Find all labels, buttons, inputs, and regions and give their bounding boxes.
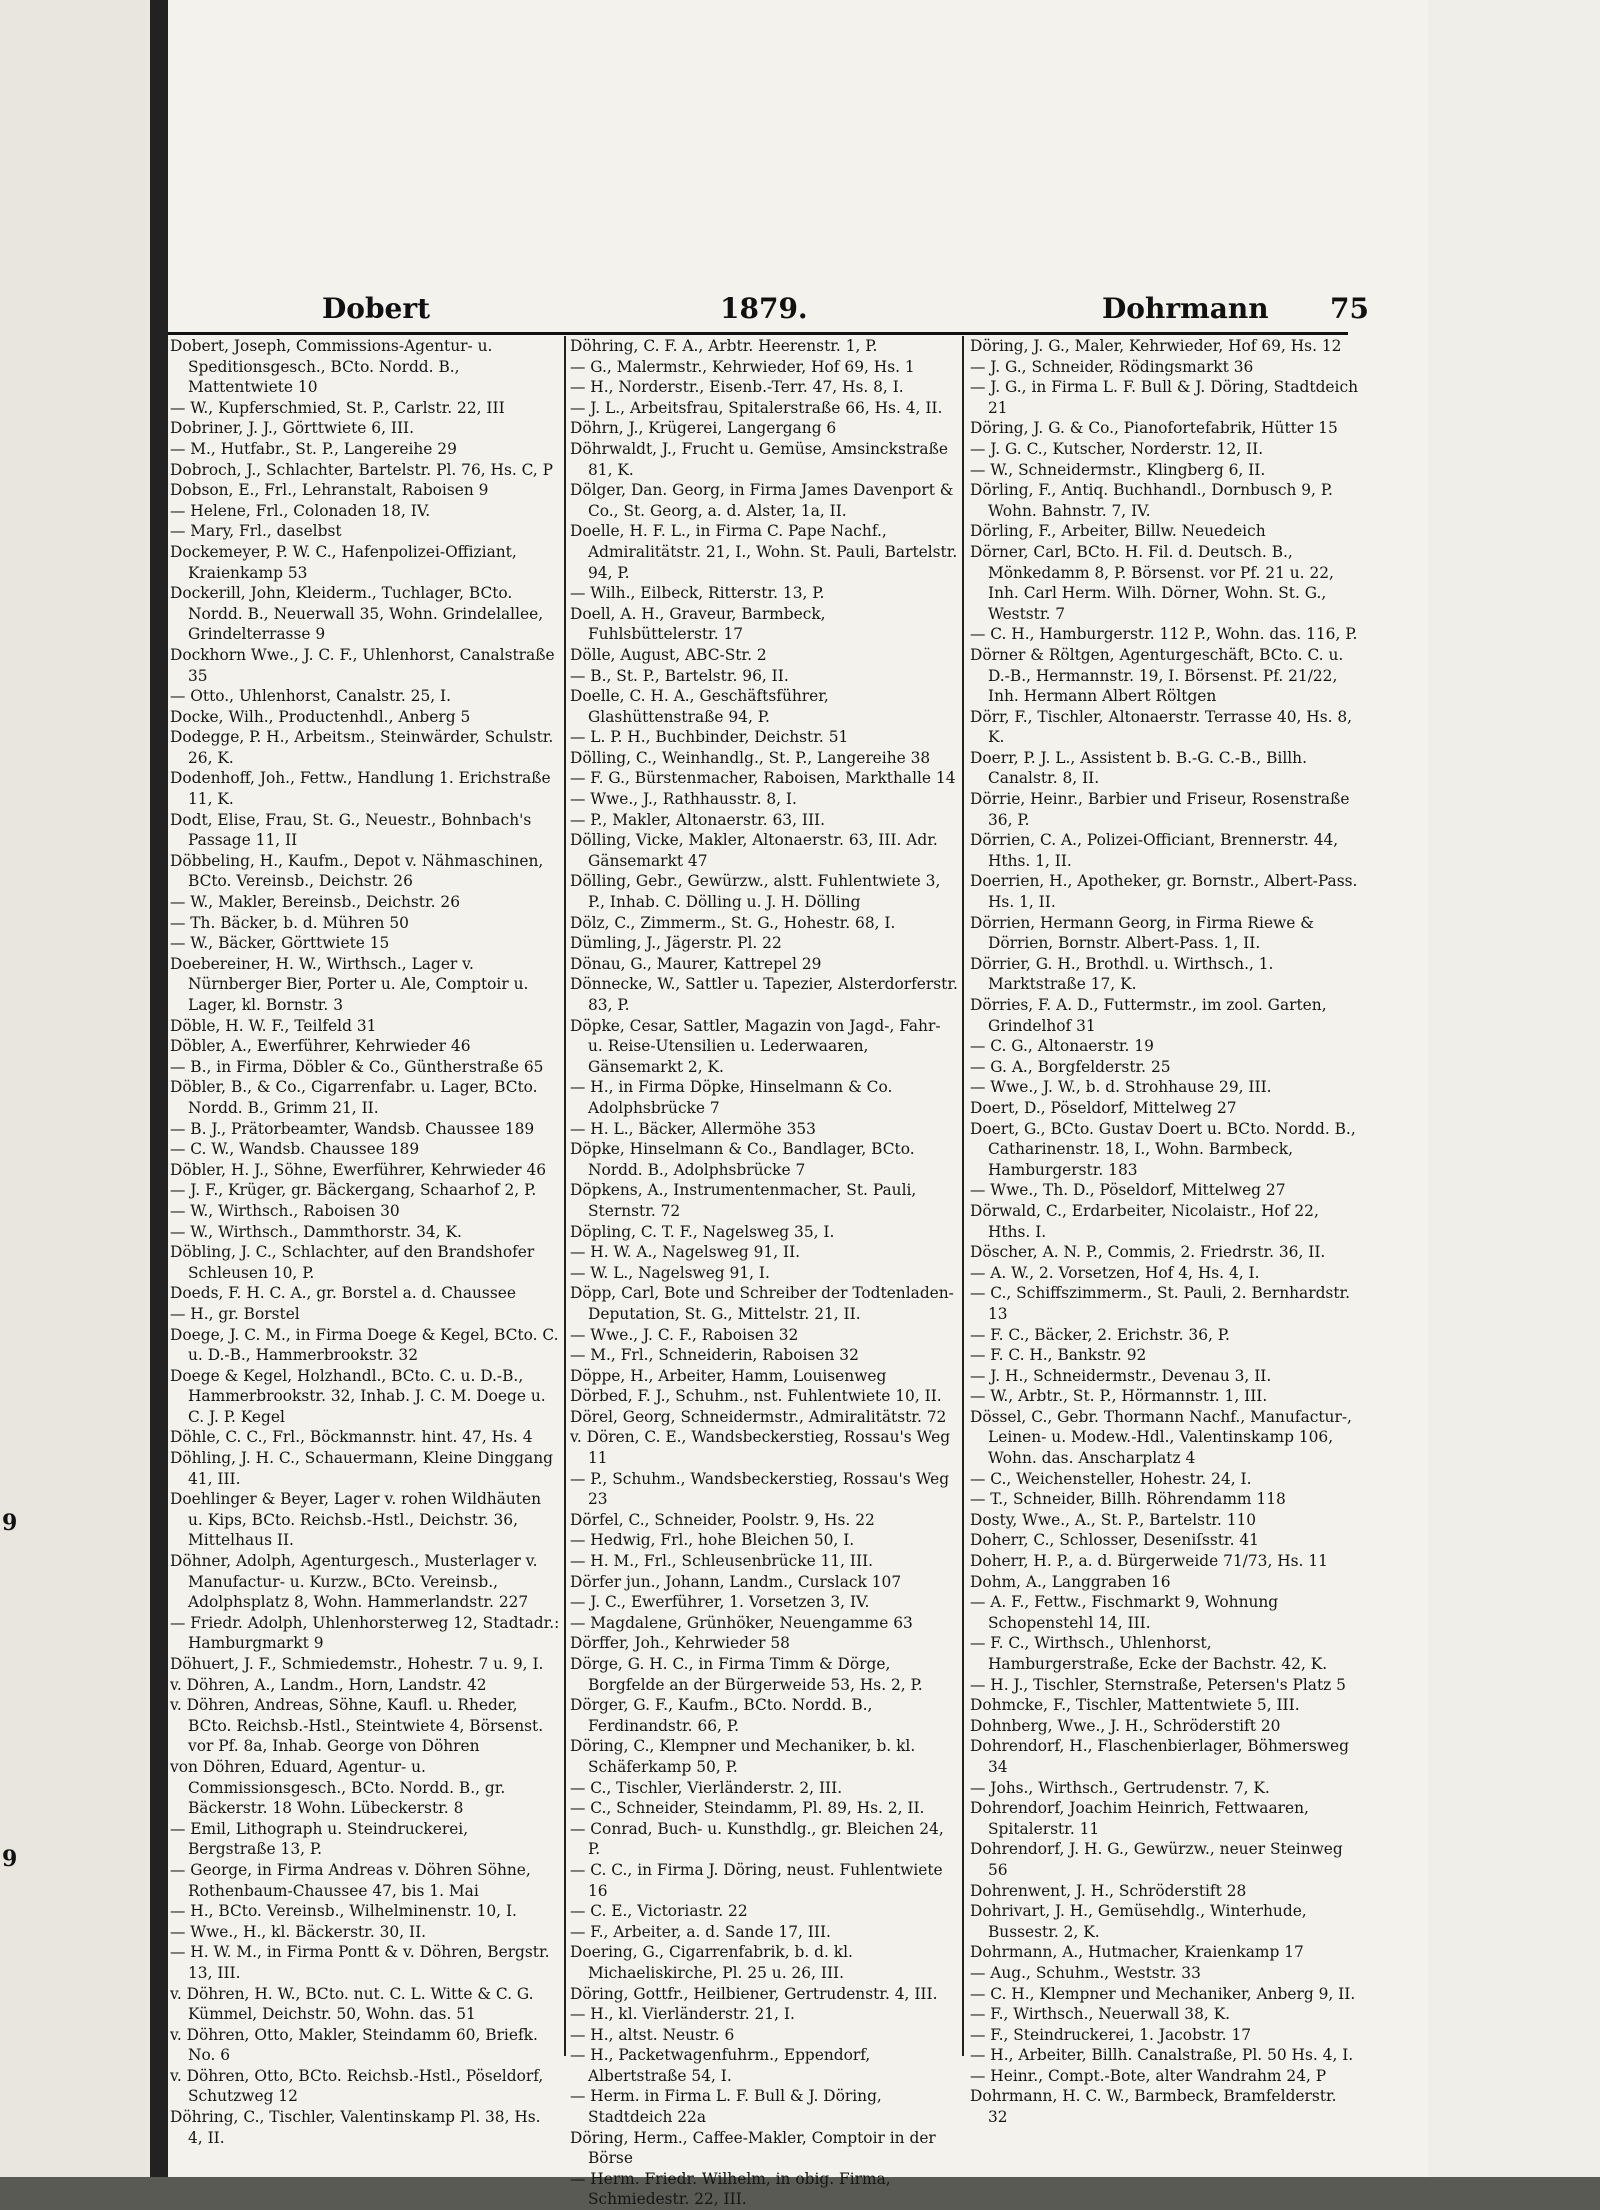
directory-entry: Dohm, A., Langgraben 16 — [970, 1572, 1171, 1591]
header-right-catchword: Dohrmann — [1102, 292, 1269, 325]
directory-entry: Docke, Wilh., Productenhdl., Anberg 5 — [170, 707, 471, 726]
directory-entry: Dobert, Joseph, Commissions-Agentur- u. Speditionsgesch., BCto. Nordd. B., Mattentwiete 10 — [170, 337, 493, 397]
directory-entry: Döpke, Hinselmann & Co., Bandlager, BCto. Nordd. B., Adolphsbrücke 7 — [570, 1140, 915, 1179]
directory-entry: Döbler, H. J., Söhne, Ewerführer, Kehrwieder 46 — [170, 1160, 547, 1179]
directory-entry: Doerr, P. J. L., Assistent b. B.-G. C.-B., Billh. Canalstr. 8, II. — [970, 748, 1307, 788]
directory-entry: — C. E., Victoriastr. 22 — [570, 1902, 748, 1921]
directory-entry: — T., Schneider, Billh. Röhrendamm 118 — [970, 1490, 1286, 1509]
directory-entry: v. Döhren, A., Landm., Horn, Landstr. 42 — [170, 1675, 487, 1694]
directory-entry: — P., Makler, Altonaerstr. 63, III. — [570, 810, 826, 829]
directory-entry: Dörr, F., Tischler, Altonaerstr. Terrasse 40, Hs. 8, K. — [970, 707, 1353, 747]
directory-entry: — F. C., Wirthsch., Uhlenhorst, Hamburgerstraße, Ecke der Bachstr. 42, K. — [970, 1634, 1328, 1673]
directory-entry: Dölling, Vicke, Makler, Altonaerstr. 63, III. Adr. Gänsemarkt 47 — [570, 831, 938, 870]
directory-entry: Dodegge, P. H., Arbeitsm., Steinwärder, Schulstr. 26, K. — [170, 728, 554, 767]
directory-entry: Doelle, H. F. L., in Firma C. Pape Nachf., Admiralitätstr. 21, I., Wohn. St. Pauli, Bartelstr. 94, P. — [570, 522, 958, 582]
directory-entry: — Wwe., J., Rathhausstr. 8, I. — [570, 790, 797, 809]
page-number: 75 — [1330, 292, 1369, 325]
directory-entry: — Hedwig, Frl., hohe Bleichen 50, I. — [570, 1531, 855, 1550]
directory-entry: Döhring, C. F. A., Arbtr. Heerenstr. 1, P. — [570, 337, 878, 355]
directory-entry: Dörrie, Heinr., Barbier und Friseur, Rosenstraße 36, P. — [970, 790, 1350, 829]
directory-entry: Doering, G., Cigarrenfabrik, b. d. kl. Michaeliskirche, Pl. 25 u. 26, III. — [570, 1943, 853, 1982]
directory-entry: — H., Packetwagenfuhrm., Eppendorf, Albertstraße 54, I. — [570, 2046, 871, 2085]
header-year: 1879. — [720, 292, 808, 325]
directory-entry: Dörrier, G. H., Brothdl. u. Wirthsch., 1. Marktstraße 17, K. — [970, 954, 1274, 994]
directory-entry: — H. M., Frl., Schleusenbrücke 11, III. — [570, 1552, 874, 1571]
column-divider — [564, 336, 566, 2056]
directory-entry: Dockhorn Wwe., J. C. F., Uhlenhorst, Canalstraße 35 — [170, 645, 555, 685]
directory-entry: Doert, D., Pöseldorf, Mittelweg 27 — [970, 1098, 1237, 1117]
directory-entry: — F., Steindruckerei, 1. Jacobstr. 17 — [970, 2025, 1252, 2044]
directory-entry: — Mary, Frl., daselbst — [170, 522, 342, 541]
directory-entry: — C., Weichensteller, Hohestr. 24, I. — [970, 1469, 1252, 1488]
directory-entry: Dörner, Carl, BCto. H. Fil. d. Deutsch. B., Mönkedamm 8, P. Börsenst. vor Pf. 21 u. 22, Inh. Carl Herm. Wilh. Dörner, Wohn. St. G., Weststr. 7 — [970, 542, 1334, 623]
directory-entry: — W., Schneidermstr., Klingberg 6, II. — [970, 460, 1266, 479]
directory-entry: Dodenhoff, Joh., Fettw., Handlung 1. Erichstraße 11, K. — [170, 769, 551, 809]
left-margin-marks — [0, 0, 40, 2177]
directory-entry: — C. H., Klempner und Mechaniker, Anberg 9, II. — [970, 1984, 1356, 2003]
directory-entry: Dörling, F., Arbeiter, Billw. Neuedeich — [970, 522, 1266, 541]
directory-entry: — J. G. C., Kutscher, Norderstr. 12, II. — [970, 439, 1264, 458]
directory-entry: — F. C., Bäcker, 2. Erichstr. 36, P. — [970, 1325, 1230, 1344]
directory-entry: Döhrwaldt, J., Frucht u. Gemüse, Amsinckstraße 81, K. — [570, 439, 948, 479]
directory-entry: — B. J., Prätorbeamter, Wandsb. Chaussee 189 — [170, 1119, 535, 1138]
directory-entry: — W., Arbtr., St. P., Hörmannstr. 1, III. — [970, 1387, 1268, 1406]
directory-entry: Döhrn, J., Krügerei, Langergang 6 — [570, 419, 837, 438]
directory-entry: Dörge, G. H. C., in Firma Timm & Dörge, Borgfelde an der Bürgerweide 53, Hs. 2, P. — [570, 1655, 923, 1694]
directory-entry: Dörries, F. A. D., Futtermstr., im zool. Garten, Grindelhof 31 — [970, 996, 1327, 1035]
directory-entry: Döhle, C. C., Frl., Böckmannstr. hint. 47, Hs. 4 — [170, 1428, 533, 1447]
directory-entry: — Friedr. Adolph, Uhlenhorsterweg 12, Stadtadr.: Hamburgmarkt 9 — [170, 1613, 560, 1653]
directory-entry: Dohrivart, J. H., Gemüsehdlg., Winterhude, Bussestr. 2, K. — [970, 1902, 1307, 1941]
directory-entry: — W., Wirthsch., Raboisen 30 — [170, 1201, 400, 1220]
directory-entry: — W., Wirthsch., Dammthorstr. 34, K. — [170, 1222, 462, 1241]
directory-entry: — M., Frl., Schneiderin, Raboisen 32 — [570, 1346, 859, 1365]
directory-entry: — C. G., Altonaerstr. 19 — [970, 1037, 1154, 1056]
directory-entry: Döbbeling, H., Kaufm., Depot v. Nähmaschinen, BCto. Vereinsb., Deichstr. 26 — [170, 851, 544, 891]
directory-entry: — Wwe., H., kl. Bäckerstr. 30, II. — [170, 1922, 427, 1941]
directory-entry: Dodt, Elise, Frau, St. G., Neuestr., Bohnbach's Passage 11, II — [170, 810, 532, 850]
directory-entry: — Helene, Frl., Colonaden 18, IV. — [170, 501, 431, 520]
directory-entry: Döring, Herm., Caffee-Makler, Comptoir in der Börse — [570, 2128, 936, 2168]
directory-entry: — Wwe., J. W., b. d. Strohhause 29, III. — [970, 1078, 1272, 1097]
directory-entry: Döpp, Carl, Bote und Schreiber der Todtenladen-Deputation, St. G., Mittelstr. 21, II. — [570, 1284, 954, 1323]
directory-entry: Doerrien, H., Apotheker, gr. Bornstr., Albert-Pass. Hs. 1, II. — [970, 872, 1358, 912]
directory-entry: Doelle, C. H. A., Geschäftsführer, Glashüttenstraße 94, P. — [570, 687, 829, 726]
directory-entry: Doell, A. H., Graveur, Barmbeck, Fuhlsbüttelerstr. 17 — [570, 604, 826, 644]
margin-mark: 9 — [2, 1846, 18, 1872]
directory-entry: Döbler, B., & Co., Cigarrenfabr. u. Lager, BCto. Nordd. B., Grimm 21, II. — [170, 1078, 538, 1117]
directory-entry: Dohnberg, Wwe., J. H., Schröderstift 20 — [970, 1716, 1281, 1735]
directory-entry: Dörfer jun., Johann, Landm., Curslack 107 — [570, 1572, 902, 1591]
directory-entry: Dörfel, C., Schneider, Poolstr. 9, Hs. 22 — [570, 1510, 875, 1529]
directory-entry: Dörrien, Hermann Georg, in Firma Riewe & Dörrien, Bornstr. Albert-Pass. 1, II. — [970, 913, 1314, 953]
directory-entry: Dümling, J., Jägerstr. Pl. 22 — [570, 934, 782, 953]
directory-entry: — H. W. A., Nagelsweg 91, II. — [570, 1243, 801, 1262]
directory-entry: Dobson, E., Frl., Lehranstalt, Raboisen 9 — [170, 481, 489, 500]
directory-entry: — C., Schneider, Steindamm, Pl. 89, Hs. 2, II. — [570, 1799, 925, 1818]
directory-entry: Dörling, F., Antiq. Buchhandl., Dornbusch 9, P. Wohn. Bahnstr. 7, IV. — [970, 481, 1333, 520]
directory-entry: — Otto., Uhlenhorst, Canalstr. 25, I. — [170, 687, 452, 706]
directory-entry: Doebereiner, H. W., Wirthsch., Lager v. Nürnberger Bier, Porter u. Ale, Comptoir u. Lager, kl. Bornstr. 3 — [170, 954, 529, 1014]
directory-entry: Döscher, A. N. P., Commis, 2. Friedrstr. 36, II. — [970, 1243, 1326, 1262]
directory-entry: — Heinr., Compt.-Bote, alter Wandrahm 24, P — [970, 2066, 1327, 2085]
directory-entry: Döbler, A., Ewerführer, Kehrwieder 46 — [170, 1037, 471, 1056]
directory-entry: Dörner & Röltgen, Agenturgeschäft, BCto. C. u. D.-B., Hermannstr. 19, I. Börsenst. Pf. 21/22, Inh. Hermann Albert Röltgen — [970, 645, 1344, 706]
directory-entry: Dölle, August, ABC-Str. 2 — [570, 645, 767, 664]
directory-entry: Dönnecke, W., Sattler u. Tapezier, Alsterdorferstr. 83, P. — [570, 975, 958, 1014]
directory-entry: — H. W. M., in Firma Pontt & v. Döhren, Bergstr. 13, III. — [170, 1943, 550, 1982]
directory-entry: — W., Bäcker, Görttwiete 15 — [170, 934, 390, 953]
directory-entry: — C. C., in Firma J. Döring, neust. Fuhlentwiete 16 — [570, 1860, 943, 1900]
book-spine — [150, 0, 168, 2177]
directory-entry: — Herm. in Firma L. F. Bull & J. Döring, Stadtdeich 22a — [570, 2087, 882, 2127]
directory-entry: Dörger, G. F., Kaufm., BCto. Nordd. B., Ferdinandstr. 66, P. — [570, 1696, 873, 1735]
directory-entry: — G. A., Borgfelderstr. 25 — [970, 1057, 1171, 1076]
directory-entry: v. Döhren, H. W., BCto. nut. C. L. Witte & C. G. Kümmel, Deichstr. 50, Wohn. das. 51 — [170, 1984, 534, 2024]
directory-entry: von Döhren, Eduard, Agentur- u. Commissionsgesch., BCto. Nordd. B., gr. Bäckerstr. 18 Wohn. Lübeckerstr. 8 — [170, 1757, 506, 1818]
directory-entry: Dockerill, John, Kleiderm., Tuchlager, BCto. Nordd. B., Neuerwall 35, Wohn. Grindelallee, Grindelterrasse 9 — [170, 584, 544, 644]
directory-entry: — H., altst. Neustr. 6 — [570, 2025, 735, 2044]
directory-entry: — Herm. Friedr. Wilhelm, in obig. Firma, Schmiedestr. 22, III. — [570, 2169, 891, 2209]
directory-entry: Doehlinger & Beyer, Lager v. rohen Wildhäuten u. Kips, BCto. Reichsb.-Hstl., Deichstr. 36, Mittelhaus II. — [170, 1490, 542, 1550]
directory-entry: — W. L., Nagelsweg 91, I. — [570, 1263, 770, 1282]
directory-entry: Dörrien, C. A., Polizei-Officiant, Brennerstr. 44, Hths. 1, II. — [970, 831, 1339, 870]
page-margin — [1428, 0, 1600, 2177]
directory-entry: — Wilh., Eilbeck, Ritterstr. 13, P. — [570, 584, 825, 603]
header-rule — [168, 332, 1348, 335]
directory-entry: — Emil, Lithograph u. Steindruckerei, Bergstraße 13, P. — [170, 1819, 469, 1859]
directory-entry: Döhuert, J. F., Schmiedemstr., Hohestr. 7 u. 9, I. — [170, 1655, 544, 1673]
directory-entry: Dörbed, F. J., Schuhm., nst. Fuhlentwiete 10, II. — [570, 1387, 942, 1406]
directory-entry: — H. L., Bäcker, Allermöhe 353 — [570, 1119, 816, 1138]
directory-entry: — C., Tischler, Vierländerstr. 2, III. — [570, 1778, 843, 1797]
directory-entry: — B., St. P., Bartelstr. 96, II. — [570, 666, 789, 685]
directory-entry: Döring, J. G. & Co., Pianofortefabrik, Hütter 15 — [970, 419, 1338, 438]
directory-entry: — H., Arbeiter, Billh. Canalstraße, Pl. 50 Hs. 4, I. — [970, 2046, 1354, 2065]
directory-entry: Döhling, J. H. C., Schauermann, Kleine Dinggang 41, III. — [170, 1449, 553, 1488]
directory-entry: v. Dören, C. E., Wandsbeckerstieg, Rossau's Weg 11 — [570, 1428, 951, 1468]
directory-entry: — C., Schiffszimmerm., St. Pauli, 2. Bernhardstr. 13 — [970, 1284, 1351, 1323]
directory-column-2 — [570, 336, 958, 2209]
directory-entry: — Conrad, Buch- u. Kunsthdlg., gr. Bleichen 24, P. — [570, 1819, 944, 1859]
directory-entry: Dockemeyer, P. W. C., Hafenpolizei-Offiziant, Kraienkamp 53 — [170, 542, 517, 582]
directory-entry: — L. P. H., Buchbinder, Deichstr. 51 — [570, 728, 849, 747]
directory-entry: v. Döhren, Otto, Makler, Steindamm 60, Briefk. No. 6 — [170, 2025, 538, 2065]
directory-entry: Dohrenwent, J. H., Schröderstift 28 — [970, 1881, 1247, 1900]
directory-entry: — J. G., in Firma L. F. Bull & J. Döring, Stadtdeich 21 — [970, 378, 1358, 417]
directory-entry: — J. F., Krüger, gr. Bäckergang, Schaarhof 2, P. — [170, 1181, 537, 1200]
directory-entry: Dölling, C., Weinhandlg., St. P., Langereihe 38 — [570, 748, 931, 767]
directory-entry: — M., Hutfabr., St. P., Langereihe 29 — [170, 439, 457, 458]
directory-entry: — George, in Firma Andreas v. Döhren Söhne, Rothenbaum-Chaussee 47, bis 1. Mai — [170, 1860, 531, 1900]
directory-entry: Dosty, Wwe., A., St. P., Bartelstr. 110 — [970, 1510, 1257, 1529]
directory-entry: Döhring, C., Tischler, Valentinskamp Pl. 38, Hs. 4, II. — [170, 2108, 541, 2147]
directory-entry: — H., kl. Vierländerstr. 21, I. — [570, 2005, 795, 2024]
directory-entry: Dohrendorf, J. H. G., Gewürzw., neuer Steinweg 56 — [970, 1840, 1343, 1879]
directory-entry: — Magdalene, Grünhöker, Neuengamme 63 — [570, 1613, 913, 1632]
directory-entry: — H., BCto. Vereinsb., Wilhelminenstr. 10, I. — [170, 1902, 517, 1921]
margin-mark: 9 — [2, 1510, 18, 1536]
directory-entry: Dohrmann, A., Hutmacher, Kraienkamp 17 — [970, 1943, 1304, 1962]
directory-entry: Dölz, C., Zimmerm., St. G., Hohestr. 68, I. — [570, 913, 896, 932]
directory-entry: Dölger, Dan. Georg, in Firma James Davenport & Co., St. Georg, a. d. Alster, 1a, II. — [570, 481, 954, 520]
directory-entry: — J. G., Schneider, Rödingsmarkt 36 — [970, 357, 1254, 376]
directory-entry: Dölling, Gebr., Gewürzw., alstt. Fuhlentwiete 3, P., Inhab. C. Dölling u. J. H. Dölling — [570, 872, 941, 912]
directory-entry: — H., gr. Borstel — [170, 1304, 300, 1323]
directory-entry: Dohrmann, H. C. W., Barmbeck, Bramfelderstr. 32 — [970, 2087, 1337, 2127]
directory-entry: — Wwe., Th. D., Pöseldorf, Mittelweg 27 — [970, 1181, 1286, 1200]
directory-entry: Dohrendorf, H., Flaschenbierlager, Böhmersweg 34 — [970, 1737, 1349, 1776]
directory-entry: — C. H., Hamburgerstr. 112 P., Wohn. das. 116, P. — [970, 625, 1358, 644]
column-divider — [962, 336, 964, 2056]
directory-entry: Doege & Kegel, Holzhandl., BCto. C. u. D.-B., Hammerbrookstr. 32, Inhab. J. C. M. Doege u. C. J. P. Kegel — [170, 1366, 546, 1426]
directory-entry: v. Döhren, Otto, BCto. Reichsb.-Hstl., Pöseldorf, Schutzweg 12 — [170, 2066, 544, 2106]
directory-entry: — F., Arbeiter, a. d. Sande 17, III. — [570, 1922, 831, 1941]
directory-entry: — Th. Bäcker, b. d. Mühren 50 — [170, 913, 409, 932]
directory-column-3 — [970, 336, 1360, 2127]
directory-entry: Doege, J. C. M., in Firma Doege & Kegel, BCto. C. u. D.-B., Hammerbrookstr. 32 — [170, 1325, 559, 1365]
directory-entry: — H., Norderstr., Eisenb.-Terr. 47, Hs. 8, I. — [570, 378, 904, 397]
directory-entry: Döring, J. G., Maler, Kehrwieder, Hof 69, Hs. 12 — [970, 337, 1342, 355]
directory-entry: — W., Makler, Bereinsb., Deichstr. 26 — [170, 893, 460, 912]
directory-entry: Dörwald, C., Erdarbeiter, Nicolaistr., Hof 22, Hths. I. — [970, 1201, 1319, 1241]
directory-entry: Doherr, C., Schlosser, Deseniſsstr. 41 — [970, 1531, 1259, 1550]
header-left-catchword: Dobert — [322, 292, 431, 325]
directory-entry: — F., Wirthsch., Neuerwall 38, K. — [970, 2005, 1231, 2024]
directory-entry: Dönau, G., Maurer, Kattrepel 29 — [570, 954, 822, 973]
directory-entry: Döring, Gottfr., Heilbiener, Gertrudenstr. 4, III. — [570, 1984, 938, 2003]
directory-entry: — Johs., Wirthsch., Gertrudenstr. 7, K. — [970, 1778, 1270, 1797]
directory-entry: — F. C. H., Bankstr. 92 — [970, 1346, 1147, 1365]
directory-entry: — W., Kupferschmied, St. P., Carlstr. 22, III — [170, 398, 505, 417]
directory-entry: — B., in Firma, Döbler & Co., Güntherstraße 65 — [170, 1057, 544, 1076]
directory-entry: Döbling, J. C., Schlachter, auf den Brandshofer Schleusen 10, P. — [170, 1243, 535, 1282]
directory-entry: Doeds, F. H. C. A., gr. Borstel a. d. Chaussee — [170, 1284, 516, 1303]
directory-entry: — Aug., Schuhm., Weststr. 33 — [970, 1963, 1201, 1982]
directory-entry: Doert, G., BCto. Gustav Doert u. BCto. Nordd. B., Catharinenstr. 18, I., Wohn. Barmbeck, Hamburgerstr. 183 — [970, 1119, 1356, 1179]
directory-entry: Dörffer, Joh., Kehrwieder 58 — [570, 1634, 790, 1653]
directory-entry: — A. F., Fettw., Fischmarkt 9, Wohnung Schopenstehl 14, III. — [970, 1593, 1279, 1632]
directory-entry: Döpkens, A., Instrumentenmacher, St. Pauli, Sternstr. 72 — [570, 1181, 917, 1220]
directory-entry: Dohmcke, F., Tischler, Mattentwiete 5, III. — [970, 1696, 1300, 1715]
directory-entry: Döring, C., Klempner und Mechaniker, b. kl. Schäferkamp 50, P. — [570, 1737, 916, 1776]
directory-column-1 — [170, 336, 560, 2147]
directory-entry: — C. W., Wandsb. Chaussee 189 — [170, 1140, 420, 1159]
directory-entry: — G., Malermstr., Kehrwieder, Hof 69, Hs. 1 — [570, 357, 915, 376]
directory-entry: Döhner, Adolph, Agenturgesch., Musterlager v. Manufactur- u. Kurzw., BCto. Vereinsb., Adolphsplatz 8, Wohn. Hammerlandstr. 227 — [170, 1552, 538, 1612]
directory-entry: — H. J., Tischler, Sternstraße, Petersen's Platz 5 — [970, 1675, 1346, 1694]
directory-entry: Doherr, H. P., a. d. Bürgerweide 71/73, Hs. 11 — [970, 1552, 1328, 1571]
directory-entry: — J. C., Ewerführer, 1. Vorsetzen 3, IV. — [570, 1593, 870, 1612]
directory-entry: — J. H., Schneidermstr., Devenau 3, II. — [970, 1366, 1272, 1385]
page-header — [168, 292, 1428, 332]
directory-entry: Dobriner, J. J., Görttwiete 6, III. — [170, 419, 415, 438]
directory-entry: Döble, H. W. F., Teilfeld 31 — [170, 1016, 377, 1035]
directory-entry: Dobroch, J., Schlachter, Bartelstr. Pl. 76, Hs. C, P — [170, 460, 553, 479]
directory-entry: — F. G., Bürstenmacher, Raboisen, Markthalle 14 — [570, 769, 956, 788]
directory-entry: Dössel, C., Gebr. Thormann Nachf., Manufactur-, Leinen- u. Modew.-Hdl., Valentinskamp 106, Wohn. das. Anscharplatz 4 — [970, 1407, 1352, 1468]
directory-entry: Döpling, C. T. F., Nagelsweg 35, I. — [570, 1222, 835, 1241]
directory-entry: — J. L., Arbeitsfrau, Spitalerstraße 66, Hs. 4, II. — [570, 398, 943, 417]
directory-entry: — A. W., 2. Vorsetzen, Hof 4, Hs. 4, I. — [970, 1263, 1260, 1282]
directory-entry: Döppe, H., Arbeiter, Hamm, Louisenweg — [570, 1366, 887, 1385]
directory-entry: Döpke, Cesar, Sattler, Magazin von Jagd-, Fahr- u. Reise-Utensilien u. Lederwaaren, Gänsemarkt 2, K. — [570, 1016, 941, 1076]
directory-entry: Dohrendorf, Joachim Heinrich, Fettwaaren, Spitalerstr. 11 — [970, 1799, 1309, 1838]
directory-entry: — Wwe., J. C. F., Raboisen 32 — [570, 1325, 799, 1344]
directory-entry: — P., Schuhm., Wandsbeckerstieg, Rossau's Weg 23 — [570, 1469, 950, 1509]
left-page-edge — [0, 0, 152, 2177]
directory-entry: v. Döhren, Andreas, Söhne, Kaufl. u. Rheder, BCto. Reichsb.-Hstl., Steintwiete 4, Börsenst. vor Pf. 8a, Inhab. George von Döhren — [170, 1696, 544, 1756]
directory-entry: Dörel, Georg, Schneidermstr., Admiralitätstr. 72 — [570, 1407, 947, 1426]
directory-entry: — H., in Firma Döpke, Hinselmann & Co. Adolphsbrücke 7 — [570, 1078, 893, 1117]
